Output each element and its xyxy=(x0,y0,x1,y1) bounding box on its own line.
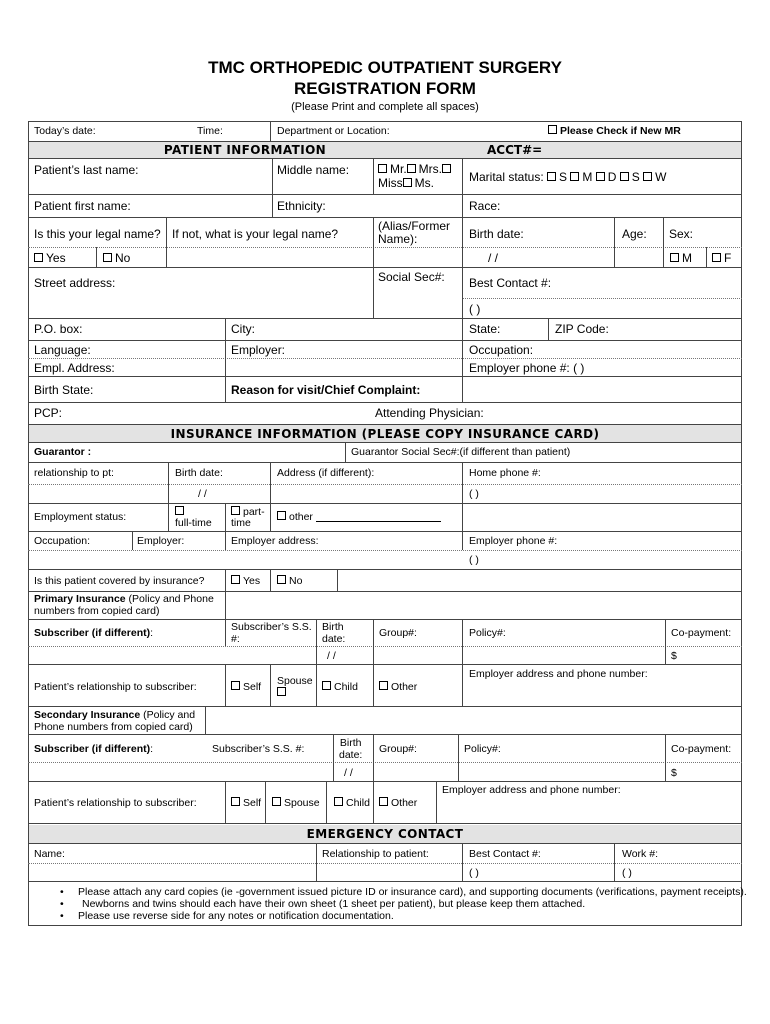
guarantor-label: Guarantor : xyxy=(34,446,92,458)
note-bullet: • xyxy=(60,910,64,922)
line xyxy=(28,340,742,341)
new-mr-label: Please Check if New MR xyxy=(560,125,681,137)
home-phone-label: Home phone #: xyxy=(469,467,541,479)
line xyxy=(28,706,742,707)
age-label: Age: xyxy=(622,227,647,241)
checkbox-icon xyxy=(378,164,387,173)
note-item: Newborns and twins should each have their own sheet (1 sheet per patient), but please keep them attached. xyxy=(82,898,586,910)
note-item: Please use reverse side for any notes or notification documentation. xyxy=(78,910,394,922)
checkbox-icon xyxy=(175,506,184,515)
po-box-label: P.O. box: xyxy=(34,322,83,336)
secondary-self-checkbox[interactable]: Self xyxy=(231,797,261,809)
secondary-pt-relationship-label: Patient’s relationship to subscriber: xyxy=(34,797,197,809)
note-bullet: • xyxy=(60,886,64,898)
checkbox-icon xyxy=(322,681,331,690)
checkbox-icon xyxy=(277,687,286,696)
line xyxy=(326,781,327,823)
part-time-checkbox[interactable]: part- time xyxy=(231,506,265,529)
line xyxy=(28,424,742,425)
guarantor-occupation-label: Occupation: xyxy=(34,535,91,547)
line xyxy=(28,358,742,359)
guarantor-birth-date-label: Birth date: xyxy=(175,467,223,479)
line xyxy=(28,734,742,735)
sex-label: Sex: xyxy=(669,227,694,241)
middle-name-label: Middle name: xyxy=(277,163,350,177)
line xyxy=(28,503,742,504)
guarantor-employer-address-label: Employer address: xyxy=(231,535,319,547)
secondary-copay-label: Co-payment: xyxy=(671,743,732,755)
legal-name-question: Is this your legal name? xyxy=(34,227,161,241)
emergency-name-label: Name: xyxy=(34,848,65,860)
alias-label: (Alias/Former Name): xyxy=(378,219,451,246)
line xyxy=(205,706,206,734)
home-phone-parens: ( ) xyxy=(469,488,479,500)
checkbox-icon xyxy=(34,253,43,262)
line xyxy=(28,402,742,403)
line xyxy=(665,734,666,781)
state-label: State: xyxy=(469,322,501,336)
city-label: City: xyxy=(231,322,255,336)
form-subtitle: (Please Print and complete all spaces) xyxy=(291,101,479,113)
checkbox-icon xyxy=(442,164,451,173)
legal-yes-checkbox[interactable]: Yes xyxy=(34,251,66,265)
time-label: Time: xyxy=(197,125,223,137)
acct-label: ACCT#= xyxy=(487,143,543,157)
line xyxy=(28,843,742,844)
secondary-birth-date-label: Birth date: xyxy=(339,737,363,761)
ethnicity-label: Ethnicity: xyxy=(277,199,326,213)
line xyxy=(270,462,271,531)
covered-no-checkbox[interactable]: No xyxy=(277,575,302,587)
occupation-label: Occupation: xyxy=(469,343,534,357)
last-name-label: Patient’s last name: xyxy=(34,163,139,177)
line xyxy=(28,217,742,218)
checkbox-icon xyxy=(407,164,416,173)
guarantor-employer-phone-parens: ( ) xyxy=(469,554,479,566)
line xyxy=(28,762,742,763)
line xyxy=(270,569,271,591)
secondary-subscriber-label: Subscriber (if different): xyxy=(34,743,154,755)
primary-emp-addr-phone-label: Employer address and phone number: xyxy=(469,668,648,680)
line xyxy=(225,781,226,823)
empl-address-label: Empl. Address: xyxy=(34,361,115,375)
line xyxy=(28,664,742,665)
employer-phone-label: Employer phone #: ( ) xyxy=(469,361,585,375)
primary-birth-date-label: Birth date: xyxy=(322,621,346,645)
line xyxy=(548,318,549,340)
line xyxy=(373,217,374,318)
line xyxy=(96,247,97,267)
line xyxy=(28,247,742,248)
race-label: Race: xyxy=(469,199,501,213)
line xyxy=(270,664,271,706)
secondary-emp-addr-phone-label: Employer address and phone number: xyxy=(442,784,621,796)
primary-other-checkbox[interactable]: Other xyxy=(379,681,417,693)
covered-question: Is this patient covered by insurance? xyxy=(34,575,205,587)
other-employment-checkbox[interactable]: other xyxy=(277,511,313,523)
birth-date-slashes: / / xyxy=(488,251,499,265)
line xyxy=(28,531,742,532)
line xyxy=(373,158,374,194)
language-label: Language: xyxy=(34,343,91,357)
line xyxy=(345,442,346,462)
primary-copay-dollar: $ xyxy=(671,650,677,662)
line xyxy=(28,646,742,647)
line xyxy=(28,591,742,592)
primary-child-checkbox[interactable]: Child xyxy=(322,681,358,693)
other-employment-underline xyxy=(316,521,441,522)
line xyxy=(462,298,742,299)
primary-copay-label: Co-payment: xyxy=(671,627,732,639)
note-bullet: • xyxy=(60,898,64,910)
covered-yes-checkbox[interactable]: Yes xyxy=(231,575,260,587)
line xyxy=(272,158,273,217)
line xyxy=(28,194,742,195)
emergency-best-contact-parens: ( ) xyxy=(469,867,479,879)
line xyxy=(28,863,742,864)
line xyxy=(225,569,226,591)
zip-label: ZIP Code: xyxy=(555,322,609,336)
checkbox-icon xyxy=(570,172,579,181)
checkbox-icon xyxy=(334,797,343,806)
reason-label: Reason for visit/Chief Complaint: xyxy=(231,383,421,397)
primary-birth-slashes: / / xyxy=(327,650,336,662)
employment-status-label: Employment status: xyxy=(34,511,127,523)
line xyxy=(225,664,226,706)
insurance-section-title: INSURANCE INFORMATION (PLEASE COPY INSURANCE CARD) xyxy=(170,427,600,441)
pcp-label: PCP: xyxy=(34,406,63,420)
title-options[interactable]: Mr. Mrs. xyxy=(378,162,454,176)
line xyxy=(462,843,463,881)
primary-spouse-checkbox[interactable]: Spouse xyxy=(277,675,313,699)
form-title-line1: TMC ORTHOPEDIC OUTPATIENT SURGERY xyxy=(208,58,562,77)
line xyxy=(28,442,742,443)
line xyxy=(706,247,707,267)
checkbox-icon xyxy=(231,575,240,584)
checkbox-icon xyxy=(231,797,240,806)
birth-state-label: Birth State: xyxy=(34,383,94,397)
address-diff-label: Address (if different): xyxy=(277,467,375,479)
line xyxy=(28,267,742,268)
guarantor-employer-phone-label: Employer phone #: xyxy=(469,535,558,547)
line xyxy=(316,843,317,881)
emergency-work-parens: ( ) xyxy=(622,867,632,879)
secondary-birth-slashes: / / xyxy=(344,767,353,779)
line xyxy=(225,376,226,402)
line xyxy=(373,734,374,823)
checkbox-icon xyxy=(712,253,721,262)
guarantor-employer-label: Employer: xyxy=(137,535,185,547)
line xyxy=(614,843,615,881)
line xyxy=(28,158,742,159)
line xyxy=(225,619,226,646)
line xyxy=(270,121,271,141)
secondary-child-checkbox[interactable]: Child xyxy=(334,797,370,809)
emergency-work-label: Work #: xyxy=(622,848,658,860)
note-item: Please attach any card copies (ie -government issued picture ID or insurance card), and supporting documents (verifications, payment receipts). xyxy=(78,886,747,898)
social-sec-label: Social Sec#: xyxy=(378,270,445,284)
emergency-relationship-label: Relationship to patient: xyxy=(322,848,429,860)
checkbox-icon xyxy=(547,172,556,181)
line xyxy=(28,141,742,142)
line xyxy=(462,619,463,706)
sex-f-checkbox[interactable]: F xyxy=(712,251,731,265)
primary-pt-relationship-label: Patient’s relationship to subscriber: xyxy=(34,681,197,693)
best-contact-label: Best Contact #: xyxy=(469,276,552,290)
primary-policy-label: Policy#: xyxy=(469,627,506,639)
line xyxy=(337,569,338,591)
line xyxy=(28,462,742,463)
marital-status[interactable]: Marital status: S M D S W xyxy=(469,170,667,184)
line xyxy=(265,781,266,823)
line xyxy=(28,376,742,377)
checkbox-icon xyxy=(620,172,629,181)
new-mr-checkbox[interactable] xyxy=(548,125,681,137)
checkbox-icon xyxy=(379,797,388,806)
line xyxy=(316,619,317,664)
line xyxy=(436,781,437,823)
line xyxy=(316,664,317,706)
primary-self-checkbox[interactable]: Self xyxy=(231,681,261,693)
primary-insurance-label: Primary Insurance (Policy and Phone numbers from copied card) xyxy=(34,593,214,617)
legal-no-checkbox[interactable]: No xyxy=(103,251,130,265)
checkbox-icon xyxy=(596,172,605,181)
primary-subscriber-label: Subscriber (if different): xyxy=(34,627,154,639)
line xyxy=(28,550,742,551)
line xyxy=(28,569,742,570)
checkbox-icon xyxy=(272,797,281,806)
line xyxy=(168,462,169,531)
line xyxy=(663,217,664,267)
line xyxy=(333,734,334,781)
line xyxy=(462,462,463,550)
checkbox-icon xyxy=(277,511,286,520)
line xyxy=(458,734,459,781)
emergency-best-contact-label: Best Contact #: xyxy=(469,848,541,860)
line xyxy=(225,318,226,376)
line xyxy=(28,619,742,620)
birth-date-label: Birth date: xyxy=(469,227,524,241)
primary-group-label: Group#: xyxy=(379,627,417,639)
checkbox-icon xyxy=(379,681,388,690)
secondary-copay-dollar: $ xyxy=(671,767,677,779)
checkbox-icon xyxy=(548,125,557,134)
checkbox-icon xyxy=(231,506,240,515)
checkbox-icon xyxy=(231,681,240,690)
department-label: Department or Location: xyxy=(277,125,390,137)
attending-label: Attending Physician: xyxy=(375,406,484,420)
guarantor-birth-slashes: / / xyxy=(198,488,207,500)
secondary-insurance-label: Secondary Insurance (Policy and Phone numbers from copied card) xyxy=(34,709,196,733)
relationship-label: relationship to pt: xyxy=(34,467,114,479)
form-title-line2: REGISTRATION FORM xyxy=(294,79,476,98)
guarantor-ss-label: Guarantor Social Sec#:(if different than patient) xyxy=(351,446,571,458)
employer-label: Employer: xyxy=(231,343,286,357)
checkbox-icon xyxy=(670,253,679,262)
todays-date-label: Today’s date: xyxy=(34,125,96,137)
line xyxy=(225,503,226,550)
line xyxy=(28,823,742,824)
full-time-checkbox[interactable]: full-time xyxy=(175,506,212,529)
legal-name-if-not: If not, what is your legal name? xyxy=(172,227,339,241)
line xyxy=(132,531,133,550)
checkbox-icon xyxy=(643,172,652,181)
line xyxy=(28,484,742,485)
patient-section-title: PATIENT INFORMATION xyxy=(163,143,327,157)
secondary-policy-label: Policy#: xyxy=(464,743,501,755)
checkbox-icon xyxy=(277,575,286,584)
checkbox-icon xyxy=(403,178,412,187)
secondary-spouse-checkbox[interactable]: Spouse xyxy=(272,797,320,809)
title-options-2[interactable]: Miss Ms. xyxy=(378,176,435,190)
first-name-label: Patient first name: xyxy=(34,199,131,213)
secondary-group-label: Group#: xyxy=(379,743,417,755)
line xyxy=(614,217,615,267)
line xyxy=(665,619,666,664)
primary-subscriber-ss-label: Subscriber’s S.S. #: xyxy=(231,621,312,645)
line xyxy=(225,591,226,619)
line xyxy=(462,158,463,402)
line xyxy=(28,318,742,319)
line xyxy=(166,217,167,267)
checkbox-icon xyxy=(103,253,112,262)
street-label: Street address: xyxy=(34,276,116,290)
sex-m-checkbox[interactable]: M xyxy=(670,251,692,265)
emergency-section-title: EMERGENCY CONTACT xyxy=(306,827,464,841)
line xyxy=(28,881,742,882)
line xyxy=(373,619,374,706)
secondary-subscriber-ss-label: Subscriber’s S.S. #: xyxy=(212,743,305,755)
secondary-other-checkbox[interactable]: Other xyxy=(379,797,417,809)
best-contact-phone: ( ) xyxy=(469,302,481,316)
line xyxy=(28,781,742,782)
